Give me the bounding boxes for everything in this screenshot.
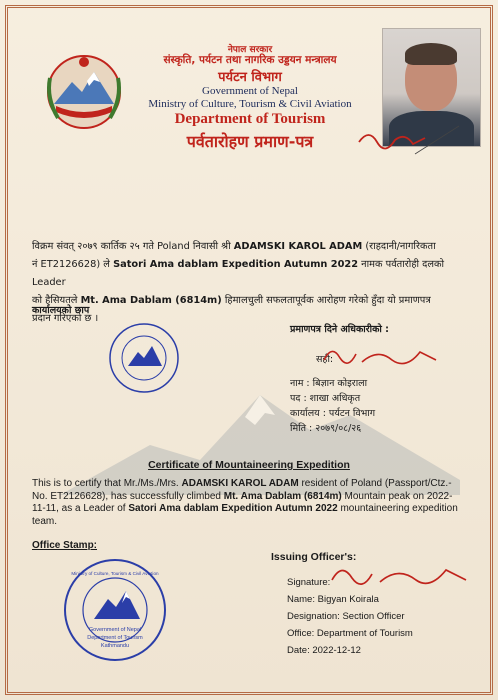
stamp-text-city: Kathmandu (100, 643, 130, 649)
np-date-label: मिति : २०७९/०८/२६ (290, 423, 362, 434)
office-stamp-small (104, 318, 184, 398)
np-name-label: नाम : बिज्ञान कोइराला (290, 378, 368, 389)
nepali-body-text: विक्रम संवत् २०७९ कार्तिक २५ गते Poland निवासी श्री ADAMSKI KAROL ADAM (राहदानी/नागरिकता नं ET2126628) ले Satori Ama dablam Expedition Autumn 2022 नामक पर्वतारोही दलको Leader को हैसियतले Mt. Ama Dablam (6814m) हिमालचुली सफलतापूर्वक आरोहण गरेको हुँदा यो प्रमाणपत्र प्रदान गरिएको छ । (32, 241, 445, 324)
issue-date: Date: 2022-12-12 (287, 645, 361, 656)
np-officer-title: प्रमाणपत्र दिने अधिकारीको : (290, 324, 389, 335)
issuing-officer-title: Issuing Officer's: (271, 551, 357, 563)
en-government-label: Government of Nepal (202, 85, 298, 97)
stamp-text-ministry: Ministry of Culture, Tourism & Civil Aviation (71, 571, 159, 576)
officer-designation: Designation: Section Officer (287, 611, 405, 622)
stamp-text-gov: Government of Nepal (88, 627, 142, 633)
np-department-label: पर्यटन विभाग (218, 70, 282, 85)
office-stamp-label: Office Stamp: (32, 540, 98, 551)
signature-label: Signature: (287, 577, 331, 588)
en-ministry-label: Ministry of Culture, Tourism & Civil Aviation (148, 98, 352, 110)
certificate-title-en: Certificate of Mountaineering Expedition (148, 459, 350, 471)
np-office-label: कार्यालय : पर्यटन विभाग (290, 408, 376, 419)
nepal-emblem-logo (42, 48, 126, 132)
photo-signature-stamp (355, 120, 465, 160)
officer-signature-english (330, 558, 470, 598)
np-ministry-label: संस्कृति, पर्यटन तथा नागरिक उड्डयन मन्त्रालय (163, 54, 337, 66)
officer-name: Name: Bigyan Koirala (287, 594, 379, 605)
officer-signature-nepali (322, 340, 440, 376)
officer-office: Office: Department of Tourism (287, 628, 413, 639)
np-certificate-title: पर्वतारोहण प्रमाण-पत्र (186, 132, 314, 151)
en-department-label: Department of Tourism (174, 111, 326, 127)
np-sign-label: सही: (316, 354, 334, 365)
stamp-text-dept: Department of Tourism (87, 635, 143, 641)
english-body-text: This is to certify that Mr./Ms./Mrs. ADAMSKI KAROL ADAM resident of Poland (Passport/Ctz.- No. ET2126628), has successfully climbed Mt. Ama Dablam (6814m) Mountain peak on 2022- 11-11, as a Leader of Satori Ama dablam Expedition Autumn 2022 mountaineering expedition team. (32, 478, 458, 527)
np-government-label: नेपाल सरकार (227, 45, 273, 55)
office-stamp-large (60, 555, 170, 665)
np-office-stamp-label: कार्यालयको छाप (32, 305, 90, 316)
np-post-label: पद : शाखा अधिकृत (290, 393, 361, 404)
